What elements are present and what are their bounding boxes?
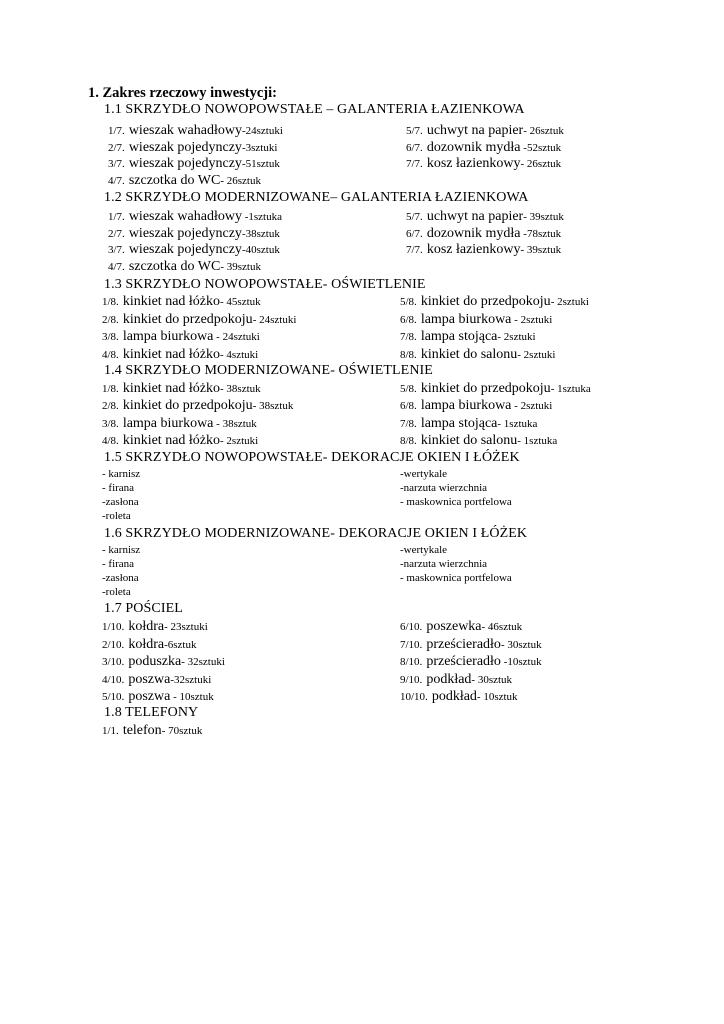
item-number: 1/1. (102, 725, 119, 737)
item-quantity: -51sztuk (241, 158, 280, 170)
item-number: 7/10. (400, 638, 423, 651)
item-number: 4/7. (108, 260, 125, 273)
item-quantity: - 32sztuki (181, 656, 225, 668)
item-row (0, 122, 724, 138)
item-entry (400, 380, 591, 397)
item-entry (102, 346, 258, 363)
item-entry (102, 636, 196, 653)
item-number: 5/7. (406, 125, 423, 137)
item-quantity: - 26sztuk (523, 125, 564, 137)
item-entry (102, 397, 293, 414)
item-name: lampa biurkowa (122, 415, 214, 431)
item-name: kinkiet nad łóżko (122, 381, 221, 396)
item-name: lampa biurkowa (122, 329, 214, 344)
decoration-item: - firana (102, 482, 135, 494)
item-name: kołdra (128, 619, 165, 634)
item-row (0, 415, 724, 431)
item-name: lampa biurkowa (420, 398, 512, 414)
section-title: 1.7 POŚCIEL (104, 601, 183, 616)
item-name: kosz łazienkowy (426, 242, 521, 257)
item-number: 4/7. (108, 174, 125, 187)
item-quantity: - 38sztuk (220, 383, 261, 395)
item-name: wieszak wahadłowy (128, 209, 242, 224)
item-quantity: - 2sztuki (511, 400, 553, 413)
item-entry (102, 380, 261, 397)
item-entry (108, 258, 261, 275)
item-name: szczotka do WC (128, 172, 221, 188)
item-quantity: - 26sztuk (520, 158, 562, 170)
item-row (0, 155, 724, 171)
item-row (0, 346, 724, 362)
item-entry (102, 722, 202, 739)
item-entry (406, 225, 561, 242)
decoration-item: - firana (102, 558, 135, 570)
item-quantity: - 46sztuk (481, 621, 523, 633)
item-name: kinkiet do przedpokoju (420, 294, 551, 309)
item-number: 3/7. (108, 244, 125, 256)
item-entry (400, 671, 512, 688)
decoration-item: - maskownica portfelowa (400, 572, 512, 584)
item-quantity: -1sztuka (241, 211, 282, 223)
item-name: kinkiet nad łóżko (122, 346, 221, 362)
decoration-item: -narzuta wierzchnia (400, 482, 488, 494)
item-row (0, 722, 724, 738)
item-name: kinkiet do salonu (420, 346, 518, 362)
item-name: kinkiet nad łóżko (122, 432, 221, 448)
decoration-item: - maskownica portfelowa (400, 496, 512, 508)
decoration-item: - karnisz (102, 544, 141, 556)
item-number: 2/7. (108, 141, 125, 154)
item-entry (400, 415, 537, 432)
item-number: 2/7. (108, 227, 125, 240)
item-number: 6/7. (406, 227, 423, 240)
item-quantity: - 26sztuk (220, 174, 261, 187)
item-quantity: - 30sztuk (471, 673, 513, 686)
item-row (0, 172, 724, 188)
item-quantity: - 10sztuk (170, 691, 214, 703)
item-name: wieszak wahadłowy (128, 123, 242, 138)
item-entry (406, 122, 564, 139)
item-row (0, 380, 724, 396)
decoration-item: -wertykale (400, 544, 448, 556)
item-row (0, 241, 724, 257)
decoration-item: -roleta (102, 586, 131, 598)
item-number: 5/8. (400, 296, 417, 308)
item-quantity: - 39sztuk (220, 260, 261, 273)
item-name: lampa stojąca (420, 415, 498, 431)
item-quantity: - 39sztuk (520, 244, 562, 256)
item-name: lampa biurkowa (420, 311, 512, 327)
item-entry (108, 122, 283, 139)
item-entry (400, 432, 557, 449)
item-number: 1/8. (102, 296, 119, 308)
section-title: 1.8 TELEFONY (104, 705, 199, 720)
item-entry (400, 293, 589, 310)
item-name: kosz łazienkowy (426, 156, 521, 171)
item-entry (400, 688, 518, 705)
item-row (0, 688, 724, 704)
item-row (0, 139, 724, 155)
item-name: poszwa (128, 689, 171, 704)
item-quantity: - 2sztuki (220, 434, 259, 447)
item-name: uchwyt na papier (426, 123, 524, 138)
item-row (0, 328, 724, 344)
item-quantity: -78sztuk (520, 227, 562, 240)
item-entry (108, 208, 282, 225)
decoration-row (0, 481, 724, 495)
item-number: 5/8. (400, 383, 417, 395)
item-number: 7/8. (400, 417, 417, 430)
item-quantity: - 1sztuka (517, 434, 558, 447)
decoration-item: -zasłona (102, 572, 139, 584)
item-number: 1/10. (102, 621, 125, 633)
item-row (0, 293, 724, 309)
item-quantity: - 24sztuki (252, 313, 297, 326)
item-number: 7/7. (406, 244, 423, 256)
item-entry (102, 618, 208, 635)
item-number: 6/10. (400, 621, 423, 633)
item-number: 6/8. (400, 400, 417, 413)
item-entry (108, 155, 280, 172)
item-number: 2/8. (102, 313, 119, 326)
item-quantity: - 24sztuki (213, 331, 260, 343)
item-number: 5/10. (102, 691, 125, 703)
item-name: prześcieradło (426, 654, 501, 669)
item-number: 4/8. (102, 348, 119, 361)
item-name: szczotka do WC (128, 258, 221, 274)
item-row (0, 653, 724, 669)
item-entry (400, 653, 542, 670)
item-entry (102, 688, 214, 705)
item-name: kinkiet do przedpokoju (420, 381, 551, 396)
item-quantity: -6sztuk (164, 638, 197, 651)
item-entry (406, 241, 561, 258)
item-row (0, 432, 724, 448)
section-title: 1.4 SKRZYDŁO MODERNIZOWANE- OŚWIETLENIE (104, 363, 433, 378)
item-number: 3/8. (102, 331, 119, 343)
item-quantity: - 2sztuki (497, 331, 536, 343)
section-title: 1.3 SKRZYDŁO NOWOPOWSTAŁE- OŚWIETLENIE (104, 277, 426, 292)
item-number: 8/10. (400, 656, 423, 668)
item-entry (102, 671, 211, 688)
item-row (0, 225, 724, 241)
item-name: podkład (426, 671, 472, 687)
item-number: 1/7. (108, 125, 125, 137)
item-name: prześcieradło (426, 636, 501, 652)
item-quantity: - 1sztuka (497, 417, 538, 430)
item-quantity: - 2sztuki (511, 313, 553, 326)
item-entry (102, 328, 260, 345)
item-quantity: - 39sztuk (523, 211, 564, 223)
decoration-item: -zasłona (102, 496, 139, 508)
item-number: 2/8. (102, 400, 119, 413)
item-entry (400, 346, 555, 363)
item-number: 5/7. (406, 211, 423, 223)
item-entry (108, 172, 261, 189)
item-quantity: - 38sztuk (213, 417, 257, 430)
item-quantity: -3sztuki (241, 141, 278, 154)
item-entry (406, 208, 564, 225)
document-heading: 1. Zakres rzeczowy inwestycji: (88, 85, 277, 101)
item-name: podkład (431, 689, 477, 704)
item-entry (406, 139, 561, 156)
item-name: kołdra (128, 636, 165, 652)
item-number: 8/8. (400, 434, 417, 447)
decoration-item: -wertykale (400, 468, 448, 480)
item-entry (108, 225, 280, 242)
decoration-row (0, 509, 724, 523)
item-name: wieszak pojedynczy (128, 242, 242, 257)
decoration-row (0, 557, 724, 571)
section-title: 1.6 SKRZYDŁO MODERNIZOWANE- DEKORACJE OKIEN I ŁÓŻEK (104, 526, 528, 541)
item-entry (102, 415, 257, 432)
item-name: poszewka (426, 619, 482, 634)
item-entry (102, 432, 258, 449)
decoration-item: - karnisz (102, 468, 141, 480)
item-number: 6/7. (406, 141, 423, 154)
item-row (0, 618, 724, 634)
item-number: 8/8. (400, 348, 417, 361)
item-entry (102, 311, 296, 328)
item-quantity: -10sztuk (500, 656, 542, 668)
item-number: 7/7. (406, 158, 423, 170)
item-number: 6/8. (400, 313, 417, 326)
item-quantity: - 2sztuki (517, 348, 556, 361)
item-quantity: - 4sztuki (220, 348, 259, 361)
item-number: 10/10. (400, 691, 428, 703)
item-name: kinkiet do salonu (420, 432, 518, 448)
item-name: wieszak pojedynczy (128, 139, 242, 155)
item-entry (400, 397, 552, 414)
item-quantity: -24sztuki (241, 125, 283, 137)
decoration-row (0, 495, 724, 509)
section-title: 1.5 SKRZYDŁO NOWOPOWSTAŁE- DEKORACJE OKIEN I ŁÓŻEK (104, 450, 520, 465)
item-name: dozownik mydła (426, 139, 521, 155)
item-quantity: - 1sztuka (550, 383, 591, 395)
item-number: 3/8. (102, 417, 119, 430)
item-entry (102, 293, 261, 310)
item-name: kinkiet do przedpokoju (122, 398, 253, 414)
item-number: 1/8. (102, 383, 119, 395)
decoration-item: -roleta (102, 510, 131, 522)
item-row (0, 258, 724, 274)
item-entry (102, 653, 225, 670)
item-number: 2/10. (102, 638, 125, 651)
item-name: uchwyt na papier (426, 209, 524, 224)
decoration-item: -narzuta wierzchnia (400, 558, 488, 570)
item-row (0, 311, 724, 327)
item-entry (400, 636, 542, 653)
item-entry (108, 241, 280, 258)
item-name: wieszak pojedynczy (128, 156, 242, 171)
item-entry (400, 328, 536, 345)
section-title: 1.2 SKRZYDŁO MODERNIZOWANE– GALANTERIA ŁAZIENKOWA (104, 190, 529, 205)
item-name: wieszak pojedynczy (128, 225, 242, 241)
item-row (0, 397, 724, 413)
item-entry (400, 618, 522, 635)
item-number: 1/7. (108, 211, 125, 223)
item-number: 9/10. (400, 673, 423, 686)
item-name: poduszka (128, 654, 182, 669)
decoration-row (0, 543, 724, 557)
item-quantity: -40sztuk (241, 244, 280, 256)
item-quantity: - 70sztuk (161, 725, 203, 737)
item-quantity: -38sztuk (241, 227, 280, 240)
item-quantity: -52sztuk (520, 141, 562, 154)
item-quantity: - 30sztuk (500, 638, 542, 651)
item-name: kinkiet do przedpokoju (122, 311, 253, 327)
item-name: kinkiet nad łóżko (122, 294, 221, 309)
decoration-row (0, 585, 724, 599)
item-number: 3/10. (102, 656, 125, 668)
section-title: 1.1 SKRZYDŁO NOWOPOWSTAŁE – GALANTERIA ŁAZIENKOWA (104, 102, 525, 117)
item-entry (108, 139, 277, 156)
item-number: 7/8. (400, 331, 417, 343)
item-name: poszwa (128, 671, 171, 687)
decoration-row (0, 467, 724, 481)
item-quantity: - 45sztuk (220, 296, 261, 308)
decoration-row (0, 571, 724, 585)
item-quantity: - 23sztuki (164, 621, 208, 633)
item-row (0, 636, 724, 652)
item-name: telefon (122, 723, 162, 738)
item-entry (400, 311, 552, 328)
item-row (0, 671, 724, 687)
item-row (0, 208, 724, 224)
item-number: 4/10. (102, 673, 125, 686)
item-entry (406, 155, 561, 172)
item-quantity: - 2sztuki (550, 296, 589, 308)
item-name: dozownik mydła (426, 225, 521, 241)
item-quantity: - 38sztuk (252, 400, 294, 413)
item-number: 4/8. (102, 434, 119, 447)
item-number: 3/7. (108, 158, 125, 170)
item-quantity: -32sztuki (170, 673, 212, 686)
item-name: lampa stojąca (420, 329, 498, 344)
item-quantity: - 10sztuk (476, 691, 518, 703)
